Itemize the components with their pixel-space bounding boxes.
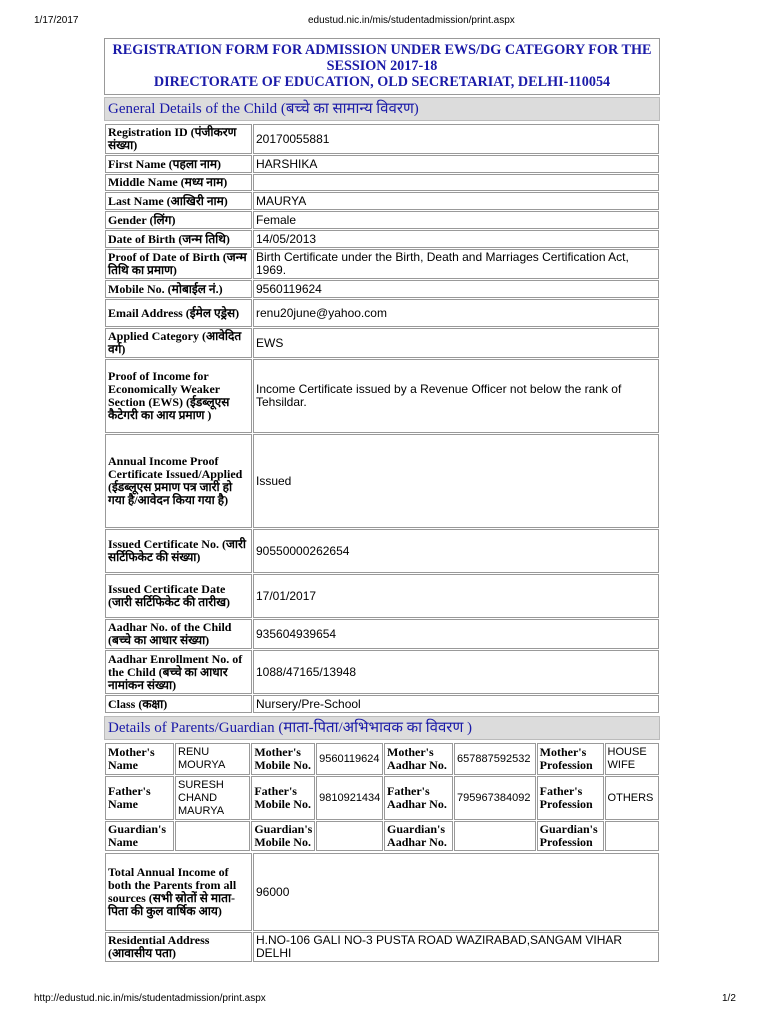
form-row: [105, 853, 659, 931]
form-title-line1: REGISTRATION FORM FOR ADMISSION UNDER EWS/DG CATEGORY FOR THE SESSION 2017-18: [112, 42, 652, 74]
parent-aadhar-value: [454, 821, 536, 851]
parent-mobile-label: Father's Mobile No.: [251, 776, 315, 820]
parent-name-label: Father's Name: [105, 776, 174, 820]
field-value: HARSHIKA: [253, 155, 659, 173]
form-row: [105, 249, 659, 279]
parent-row: [105, 821, 659, 851]
parent-profession-label: Mother's Profession: [537, 743, 604, 775]
parent-mobile-value: 9810921434: [316, 776, 383, 820]
general-details-heading: General Details of the Child (बच्चे का सामान्य विवरण): [104, 97, 660, 121]
form-row: [105, 529, 659, 573]
form-title: [104, 38, 660, 95]
field-label: Applied Category (आवेदित वर्ग): [105, 328, 252, 358]
form-row: [105, 574, 659, 618]
parent-profession-value: HOUSE WIFE: [605, 743, 659, 775]
parents-details-heading: Details of Parents/Guardian (माता-पिता/अभिभावक का विवरण ): [104, 716, 660, 740]
print-date: 1/17/2017: [34, 15, 79, 26]
field-label: Issued Certificate Date (जारी सर्टिफिकेट की तारीख): [105, 574, 252, 618]
registration-form: [104, 38, 660, 988]
parent-profession-value: OTHERS: [605, 776, 659, 820]
field-value: Issued: [253, 434, 659, 528]
field-value: 20170055881: [253, 124, 659, 154]
form-row: [105, 359, 659, 433]
parent-mobile-label: Mother's Mobile No.: [251, 743, 315, 775]
income-value: 96000: [253, 853, 659, 931]
field-label: First Name (पहला नाम): [105, 155, 252, 173]
form-title-line2: DIRECTORATE OF EDUCATION, OLD SECRETARIAT, DELHI-110054: [153, 74, 611, 90]
form-row: [105, 280, 659, 298]
field-value: 14/05/2013: [253, 230, 659, 248]
field-value: Female: [253, 211, 659, 229]
form-row: [105, 230, 659, 248]
field-value: 17/01/2017: [253, 574, 659, 618]
field-label: Proof of Date of Birth (जन्म तिथि का प्रमाण): [105, 249, 252, 279]
print-footer-url: http://edustud.nic.in/mis/studentadmission/print.aspx: [34, 993, 266, 1004]
form-row: [105, 619, 659, 649]
income-address-table: [104, 852, 660, 963]
field-value: 935604939654: [253, 619, 659, 649]
field-label: Last Name (आखिरी नाम): [105, 192, 252, 210]
parent-row: [105, 743, 659, 775]
parent-aadhar-value: 657887592532: [454, 743, 536, 775]
parent-name-label: Guardian's Name: [105, 821, 174, 851]
field-value: renu20june@yahoo.com: [253, 299, 659, 327]
field-label: Registration ID (पंजीकरण संख्या): [105, 124, 252, 154]
form-row: [105, 155, 659, 173]
parent-profession-label: Father's Profession: [537, 776, 604, 820]
field-value: 1088/47165/13948: [253, 650, 659, 694]
parent-mobile-label: Guardian's Mobile No.: [251, 821, 315, 851]
form-row: [105, 695, 659, 713]
page-number: 1/2: [722, 993, 736, 1004]
field-value: EWS: [253, 328, 659, 358]
income-label: Total Annual Income of both the Parents from all sources (सभी स्रोतों से माता-पिता की कुल वार्षिक आय): [105, 853, 252, 931]
form-row: [105, 124, 659, 154]
form-row: [105, 932, 659, 962]
parent-aadhar-label: Guardian's Aadhar No.: [384, 821, 453, 851]
parent-name-value: RENU MOURYA: [175, 743, 250, 775]
field-label: Aadhar Enrollment No. of the Child (बच्चे का आधार नामांकन संख्या): [105, 650, 252, 694]
field-label: Gender (लिंग): [105, 211, 252, 229]
field-value: Income Certificate issued by a Revenue Officer not below the rank of Tehsildar.: [253, 359, 659, 433]
field-label: Middle Name (मध्य नाम): [105, 174, 252, 191]
field-label: Class (कक्षा): [105, 695, 252, 713]
form-row: [105, 192, 659, 210]
form-row: [105, 328, 659, 358]
general-details-table: [104, 123, 660, 714]
field-value: Nursery/Pre-School: [253, 695, 659, 713]
field-value: [253, 174, 659, 191]
form-row: [105, 434, 659, 528]
address-label: Residential Address (आवासीय पता): [105, 932, 252, 962]
parents-details-table: [104, 742, 660, 852]
field-value: 9560119624: [253, 280, 659, 298]
field-value: MAURYA: [253, 192, 659, 210]
field-value: Birth Certificate under the Birth, Death and Marriages Certification Act, 1969.: [253, 249, 659, 279]
field-label: Proof of Income for Economically Weaker Section (EWS) (ईडब्लूएस कैटेगरी का आय प्रमाण ): [105, 359, 252, 433]
form-row: [105, 299, 659, 327]
parent-name-value: SURESH CHAND MAURYA: [175, 776, 250, 820]
parent-profession-value: [605, 821, 659, 851]
parent-aadhar-label: Father's Aadhar No.: [384, 776, 453, 820]
parent-aadhar-value: 795967384092: [454, 776, 536, 820]
form-row: [105, 650, 659, 694]
parent-row: [105, 776, 659, 820]
parent-mobile-value: [316, 821, 383, 851]
field-label: Email Address (ईमेल एड्रेस): [105, 299, 252, 327]
print-header-url: edustud.nic.in/mis/studentadmission/print.aspx: [308, 15, 515, 26]
address-value: H.NO-106 GALI NO-3 PUSTA ROAD WAZIRABAD,SANGAM VIHAR DELHI: [253, 932, 659, 962]
field-value: 90550000262654: [253, 529, 659, 573]
field-label: Date of Birth (जन्म तिथि): [105, 230, 252, 248]
form-row: [105, 211, 659, 229]
field-label: Issued Certificate No. (जारी सर्टिफिकेट की संख्या): [105, 529, 252, 573]
parent-profession-label: Guardian's Profession: [537, 821, 604, 851]
field-label: Mobile No. (मोबाईल नं.): [105, 280, 252, 298]
form-row: [105, 174, 659, 191]
field-label: Annual Income Proof Certificate Issued/Applied (ईडब्लूएस प्रमाण पत्र जारी हो गया है/आवेदन किया गया है): [105, 434, 252, 528]
field-label: Aadhar No. of the Child (बच्चे का आधार संख्या): [105, 619, 252, 649]
parent-aadhar-label: Mother's Aadhar No.: [384, 743, 453, 775]
parent-mobile-value: 9560119624: [316, 743, 383, 775]
parent-name-label: Mother's Name: [105, 743, 174, 775]
parent-name-value: [175, 821, 250, 851]
